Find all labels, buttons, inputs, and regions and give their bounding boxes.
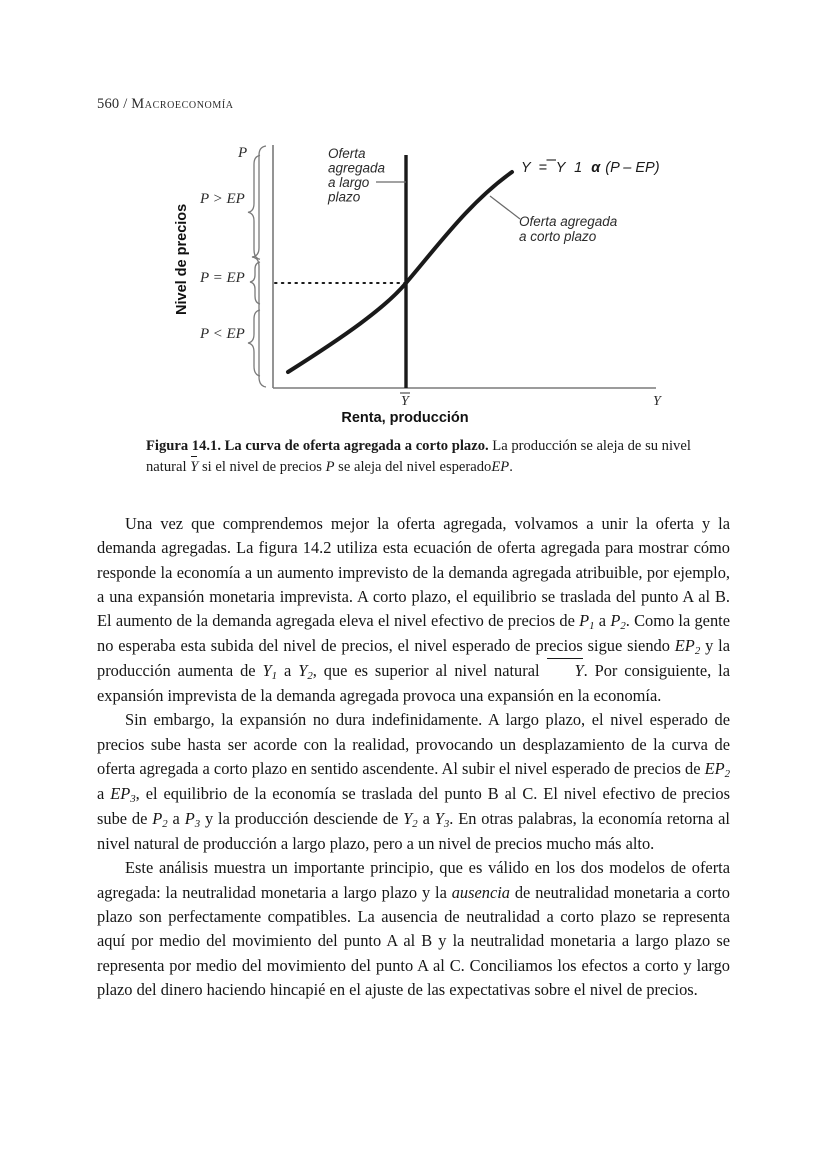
figure-caption-text-2b: si el nivel de precios — [201, 458, 322, 475]
x-axis-title: Renta, producción — [341, 410, 469, 426]
p2-segment-2: a — [97, 784, 111, 804]
p2-segment-4: a — [167, 808, 185, 828]
figure-caption-text-1: La producción se aleja de — [492, 438, 642, 454]
x-axis-symbol: Y — [653, 394, 661, 409]
lras-annotation-line-4: plazo — [328, 189, 361, 205]
equation-lhs: Y — [521, 160, 531, 176]
running-head-page-number: 560 — [97, 96, 120, 112]
p2-sub-1: 2 — [724, 768, 731, 780]
svg-text:Y = Y — [521, 160, 660, 176]
p1-symbol-ybar: Y — [574, 661, 584, 681]
p2-segment-3: , el equilibrio de la economía se traslada del punto B al C. El nivel efectivo de precios sube de — [97, 784, 730, 828]
p1-symbol-ep-2: EP — [674, 636, 695, 656]
figure-caption-label: Figura 14.1. — [146, 438, 221, 454]
sras-annotation-line-1: Oferta agregada — [519, 214, 618, 229]
y-axis-title: Nivel de precios — [174, 203, 190, 315]
p2-sub-4: 3 — [194, 817, 201, 830]
p1-symbol-y-2: Y — [298, 661, 308, 681]
p2-symbol-p-3: P — [184, 808, 195, 828]
figure-caption — [146, 436, 706, 477]
x-tick-label: Y — [401, 394, 409, 409]
p3-segment-1: Este análisis muestra un importante principio, que es válido en los dos modelos de oferta agregada: la neutralidad monetaria a largo plazo y la — [97, 858, 730, 902]
equation-plus: 1 — [574, 160, 583, 176]
lras-annotation-line-1: Oferta — [328, 146, 366, 161]
equation-alpha: α — [591, 160, 601, 176]
brace-p-less-ep — [248, 310, 260, 376]
equation-equals: = — [538, 160, 547, 176]
figure-caption-ep: EP — [491, 458, 510, 475]
sras-annotation — [519, 214, 621, 244]
figure-caption-title: La curva de oferta agregada a corto plazo. — [224, 438, 489, 454]
y-axis-symbol: P — [238, 145, 248, 161]
lras-annotation-line-2: agregada — [328, 160, 386, 176]
body-text — [97, 512, 730, 1002]
brace-label-p-equal-ep: P = EP — [200, 270, 245, 286]
equation-ybar: Y — [555, 160, 566, 176]
paragraph-3 — [97, 856, 730, 1002]
figure-caption-p: P — [325, 458, 335, 475]
p2-symbol-ep-2: EP — [704, 759, 725, 779]
p1-sub-1: 1 — [589, 620, 595, 633]
lras-annotation — [327, 146, 389, 205]
p2-sub-2: 3 — [130, 792, 136, 805]
figure-caption-ybar-glyph: Y — [190, 458, 199, 475]
figure-caption-text-2c: se aleja del nivel esperado — [338, 458, 492, 475]
p2-symbol-ep-3: EP — [110, 784, 131, 804]
brace-p-greater-ep — [248, 155, 260, 259]
p1-sub-5: 2 — [307, 670, 313, 683]
p1-sub-3: 2 — [694, 645, 701, 658]
paragraph-2 — [97, 708, 730, 856]
p2-segment-1: Sin embargo, la expansión no dura indefinidamente. A largo plazo, el nivel esperado de precios sube hasta ser acorde con la realidad, provocando un desplazamiento de la curva de oferta agregada a corto plazo en sentido ascendente. Al subir el nivel esperado de precios de — [97, 710, 730, 779]
figure-caption-text-2a: su nivel natural — [146, 438, 691, 475]
equation-paren: (P – EP) — [605, 160, 660, 176]
p1-symbol-p-1: P — [579, 611, 590, 631]
p2-segment-5: y la producción desciende de — [200, 808, 404, 828]
sras-annotation-line-2: a corto plazo — [519, 229, 597, 244]
paragraph-1 — [97, 512, 730, 708]
p1-segment-5: a — [277, 661, 299, 681]
p1-sub-4: 1 — [271, 670, 278, 683]
p2-symbol-y-2: Y — [403, 808, 413, 828]
figure-caption-ybar — [190, 457, 198, 478]
p1-segment-1: Una vez que comprendemos mejor la oferta agregada, volvamos a unir la oferta y la demanda agregadas. La figura 14.2 utiliza esta ecuación de oferta agregada para mostrar cómo responde la economía a un aumento imprevisto de la demanda agregada atribuible, por ejemplo, a una expansión monetaria imprevista. A corto plazo, el equilibrio se traslada del punto A al B. El aumento de la demanda agregada eleva el nivel efectivo de precios de — [97, 514, 730, 631]
p1-segment-4: y la producción aumenta de — [97, 636, 730, 681]
p2-sub-5: 2 — [412, 817, 418, 830]
lras-annotation-line-3: a largo — [328, 175, 370, 190]
brace-label-p-less-ep: P < EP — [200, 326, 245, 342]
p2-symbol-p-2: P — [152, 808, 163, 828]
running-head-separator: / — [123, 96, 128, 112]
p1-sub-2: 2 — [620, 620, 626, 633]
p2-segment-7: . En otras palabras, la economía retorna al nivel natural de producción a largo plazo, pero a un nivel de precios mucho más alto. — [97, 808, 730, 853]
sras-equation — [521, 160, 660, 176]
p2-sub-3: 2 — [162, 817, 168, 830]
p1-segment-3: . Como la gente no esperaba esta subida del nivel de precios, el nivel esperado de precios sigue siendo — [97, 611, 730, 656]
p2-sub-6: 3 — [443, 817, 450, 830]
x-tick-ybar — [400, 393, 411, 409]
running-head-book-title: Macroeconomía — [131, 96, 234, 112]
sras-curve — [288, 172, 512, 372]
p3-italic-ausencia: ausencia — [451, 882, 510, 902]
p2-segment-6: a — [417, 808, 435, 828]
p1-symbol-p-2: P — [610, 611, 621, 631]
overline-bar — [191, 456, 198, 457]
p1-segment-7: . Por consiguiente, la expansión imprevista de la demanda agregada provoca una expansión en la economía. — [97, 661, 730, 706]
p1-segment-6: , que es superior al nivel natural — [312, 661, 547, 681]
overline-bar — [547, 658, 583, 659]
p3-segment-2: de neutralidad monetaria a corto plazo son perfectamente compatibles. La ausencia de neutralidad a corto plazo se representa aquí por medio del movimiento del punto A al B y la neutralidad monetaria a largo plazo se representa por medio del movimiento del punto A al C. Conciliamos los efectos a corto y largo plazo del dinero haciendo hincapié en el ajuste de las expectativas sobre el nivel de precios. — [97, 882, 730, 1000]
p2-symbol-y-3: Y — [434, 808, 444, 828]
figure-14-1 — [140, 130, 700, 430]
p1-symbol-y-1: Y — [262, 661, 272, 681]
figure-caption-period: . — [509, 458, 513, 475]
running-head — [97, 96, 234, 113]
brace-label-p-greater-ep: P > EP — [200, 191, 245, 207]
p1-segment-2: a — [594, 611, 611, 631]
sras-leader-line — [490, 196, 520, 219]
